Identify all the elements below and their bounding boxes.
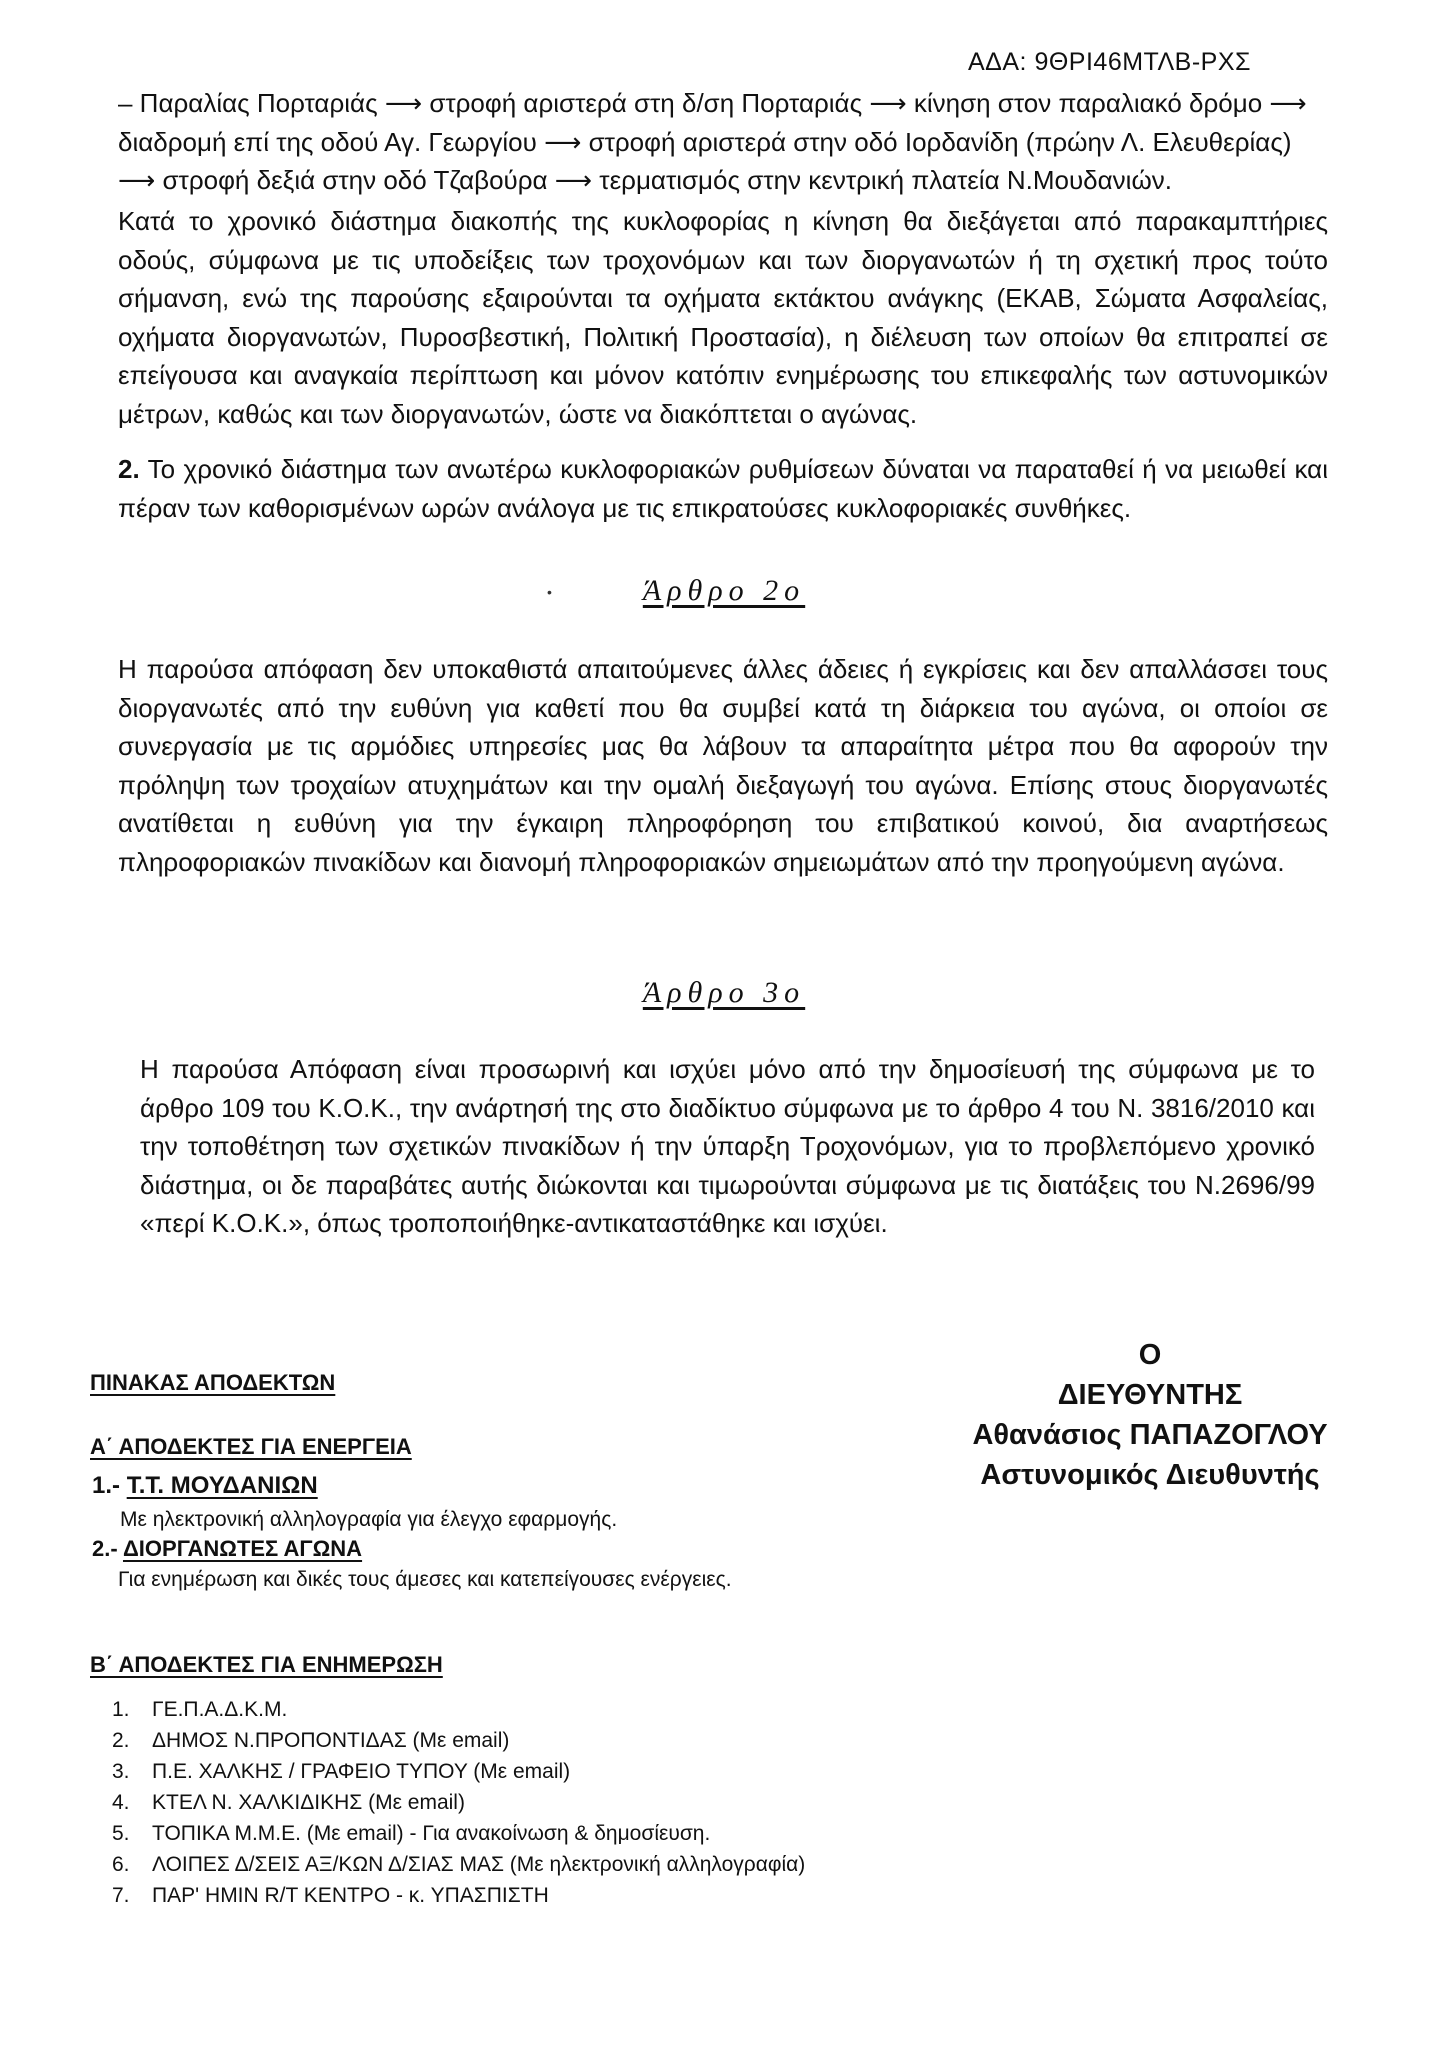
- article-text: Η παρούσα Απόφαση είναι προσωρινή και ισχύει μόνο από την δημοσίευσή της σύμφωνα με το άρθρο 109 του Κ.Ο.Κ., την ανάρτησή της στο διαδίκτυο σύμφωνα με το άρθρο 4 του Ν. 3816/2010 και την τοποθέτηση των σχετικών πινακίδων ή την ύπαρξη Τροχονόμων, για το προβλεπόμενο χρονικό διάστημα, οι δε παραβάτες αυτής διώκονται και τιμωρούνται σύμφωνα με τις διατάξεις του Ν.2696/99 «περί Κ.Ο.Κ.», όπως τροποποιήθηκε-αντικαταστάθηκε και ισχύει.: [140, 1054, 1315, 1238]
- list-item: [112, 1756, 805, 1787]
- item-text: ΛΟΙΠΕΣ Δ/ΣΕΙΣ ΑΞ/ΚΩΝ Δ/ΣΙΑΣ ΜΑΣ (Με ηλεκτρονική αλληλογραφία): [152, 1853, 806, 1876]
- route-line: διαδρομή επί της οδού Αγ. Γεωργίου ⟶ στροφή αριστερά στην οδό Ιορδανίδη (πρώην Λ. Ελευθερίας): [118, 126, 1292, 157]
- list-item: [112, 1694, 805, 1725]
- list-item: [112, 1880, 805, 1911]
- recipient-number: 2.-: [92, 1536, 118, 1561]
- recipient-a-2-desc: Για ενημέρωση και δικές τους άμεσες και κατεπείγουσες ενέργειες.: [118, 1568, 732, 1591]
- recipient-name: ΔΙΟΡΓΑΝΩΤΕΣ ΑΓΩΝΑ: [122, 1536, 363, 1561]
- recipient-a-1: [92, 1472, 318, 1500]
- signature-article: Ο: [1138, 1339, 1162, 1371]
- item-text: ΤΟΠΙΚΑ Μ.Μ.Ε. (Με email) - Για ανακοίνωση & δημοσίευση.: [152, 1822, 711, 1845]
- article-3-body: [140, 1050, 1315, 1243]
- signature-name: Αθανάσιος ΠΑΠΑΖΟΓΛΟΥ: [972, 1419, 1328, 1451]
- list-item: [112, 1787, 805, 1818]
- item-number: 2.: [112, 1729, 130, 1752]
- paragraph-2-body: [118, 450, 1328, 527]
- recipient-a-2: [92, 1536, 362, 1562]
- recipient-a-1-desc: Με ηλεκτρονική αλληλογραφία για έλεγχο εφαρμογής.: [120, 1508, 618, 1531]
- item-number: 6.: [112, 1853, 130, 1876]
- item-text: ΠΑΡ' ΗΜΙΝ R/T ΚΕΝΤΡΟ - κ. ΥΠΑΣΠΙΣΤΗ: [152, 1884, 549, 1907]
- article-2-body: [118, 650, 1328, 881]
- item-number: 1.: [112, 1698, 130, 1721]
- article-3-heading: [0, 976, 1448, 1010]
- section-b-heading: Β΄ ΑΠΟΔΕΚΤΕΣ ΓΙΑ ΕΝΗΜΕΡΩΣΗ: [90, 1652, 443, 1677]
- item-number: 4.: [112, 1791, 130, 1814]
- scan-mark: •: [547, 584, 552, 600]
- info-recipients: [112, 1694, 805, 1911]
- route-line: ⟶ στροφή δεξιά στην οδό Τζαβούρα ⟶ τερματισμός στην κεντρική πλατεία Ν.Μουδανιών.: [118, 165, 1172, 195]
- list-item: [112, 1725, 805, 1756]
- item-number: 5.: [112, 1822, 130, 1845]
- article-heading-text: Άρθρο 2ο: [642, 574, 806, 607]
- list-item: [112, 1818, 805, 1849]
- list-item: [112, 1849, 805, 1880]
- ada-code: ΑΔΑ: 9ΘΡΙ46ΜΤΛΒ-ΡΧΣ: [968, 48, 1251, 76]
- item-text: ΔΗΜΟΣ Ν.ΠΡΟΠΟΝΤΙΔΑΣ (Με email): [152, 1729, 510, 1752]
- paragraph-number: 2.: [118, 454, 140, 484]
- traffic-diversion-paragraph: [118, 202, 1328, 433]
- recipient-name: Τ.Τ. ΜΟΥΔΑΝΙΩΝ: [126, 1472, 318, 1499]
- section-a-heading: Α΄ ΑΠΟΔΕΚΤΕΣ ΓΙΑ ΕΝΕΡΓΕΙΑ: [90, 1434, 412, 1459]
- article-text: Η παρούσα απόφαση δεν υποκαθιστά απαιτούμενες άλλες άδειες ή εγκρίσεις και δεν απαλλάσσει τους διοργανωτές από την ευθύνη για καθετί που θα συμβεί κατά τη διάρκεια του αγώνα, οι οποίοι σε συνεργασία με τις αρμόδιες υπηρεσίες μας θα λάβουν τα απαραίτητα μέτρα που θα αφορούν την πρόληψη των τροχαίων ατυχημάτων και την ομαλή διεξαγωγή του αγώνα. Επίσης στους διοργανωτές ανατίθεται η ευθύνη για την έγκαιρη πληροφόρηση του επιβατικού κοινού, δια αναρτήσεως πληροφοριακών πινακίδων και διανομή πληροφοριακών σημειωμάτων από την προηγούμενη αγώνα.: [118, 654, 1328, 877]
- article-2-heading: [0, 574, 1448, 608]
- paragraph-2: [118, 450, 1328, 527]
- signature-title: ΔΙΕΥΘΥΝΤΗΣ: [1057, 1379, 1243, 1411]
- item-text: ΓΕ.Π.Α.Δ.Κ.Μ.: [152, 1698, 288, 1721]
- route-line: – Παραλίας Πορταριάς ⟶ στροφή αριστερά στη δ/ση Πορταριάς ⟶ κίνηση στον παραλιακό δρόμο ⟶: [118, 88, 1307, 118]
- paragraph-text: Κατά το χρονικό διάστημα διακοπής της κυκλοφορίας η κίνηση θα διεξάγεται από παρακαμπτήριες οδούς, σύμφωνα με τις υποδείξεις των τροχονόμων και των διοργανωτών ή τη σχετική προς τούτο σήμανση, ενώ της παρούσης εξαιρούνται τα οχήματα εκτάκτου ανάγκης (ΕΚΑΒ, Σώματα Ασφαλείας, οχήματα διοργανωτών, Πυροσβεστική, Πολιτική Προστασία), η διέλευση των οποίων θα επιτραπεί σε επείγουσα και αναγκαία περίπτωση και μόνον κατόπιν ενημέρωσης του επικεφαλής των αστυνομικών μέτρων, καθώς και των διοργανωτών, ώστε να διακόπτεται ο αγώνας.: [118, 206, 1328, 429]
- signature-block: [940, 1335, 1360, 1495]
- item-number: 7.: [112, 1884, 130, 1907]
- route-description: [118, 84, 1328, 200]
- article-heading-text: Άρθρο 3ο: [642, 976, 806, 1009]
- paragraph-text: Το χρονικό διάστημα των ανωτέρω κυκλοφοριακών ρυθμίσεων δύναται να παραταθεί ή να μειωθεί και πέραν των καθορισμένων ωρών ανάλογα με τις επικρατούσες κυκλοφοριακές συνθήκες.: [118, 454, 1328, 523]
- item-text: Π.Ε. ΧΑΛΚΗΣ / ΓΡΑΦΕΙΟ ΤΥΠΟΥ (Με email): [152, 1760, 571, 1783]
- item-number: 3.: [112, 1760, 130, 1783]
- recipients-title: ΠΙΝΑΚΑΣ ΑΠΟΔΕΚΤΩΝ: [90, 1370, 336, 1395]
- item-text: ΚΤΕΛ Ν. ΧΑΛΚΙΔΙΚΗΣ (Με email): [152, 1791, 465, 1814]
- recipient-number: 1.-: [92, 1472, 121, 1499]
- signature-rank: Αστυνομικός Διευθυντής: [980, 1459, 1320, 1491]
